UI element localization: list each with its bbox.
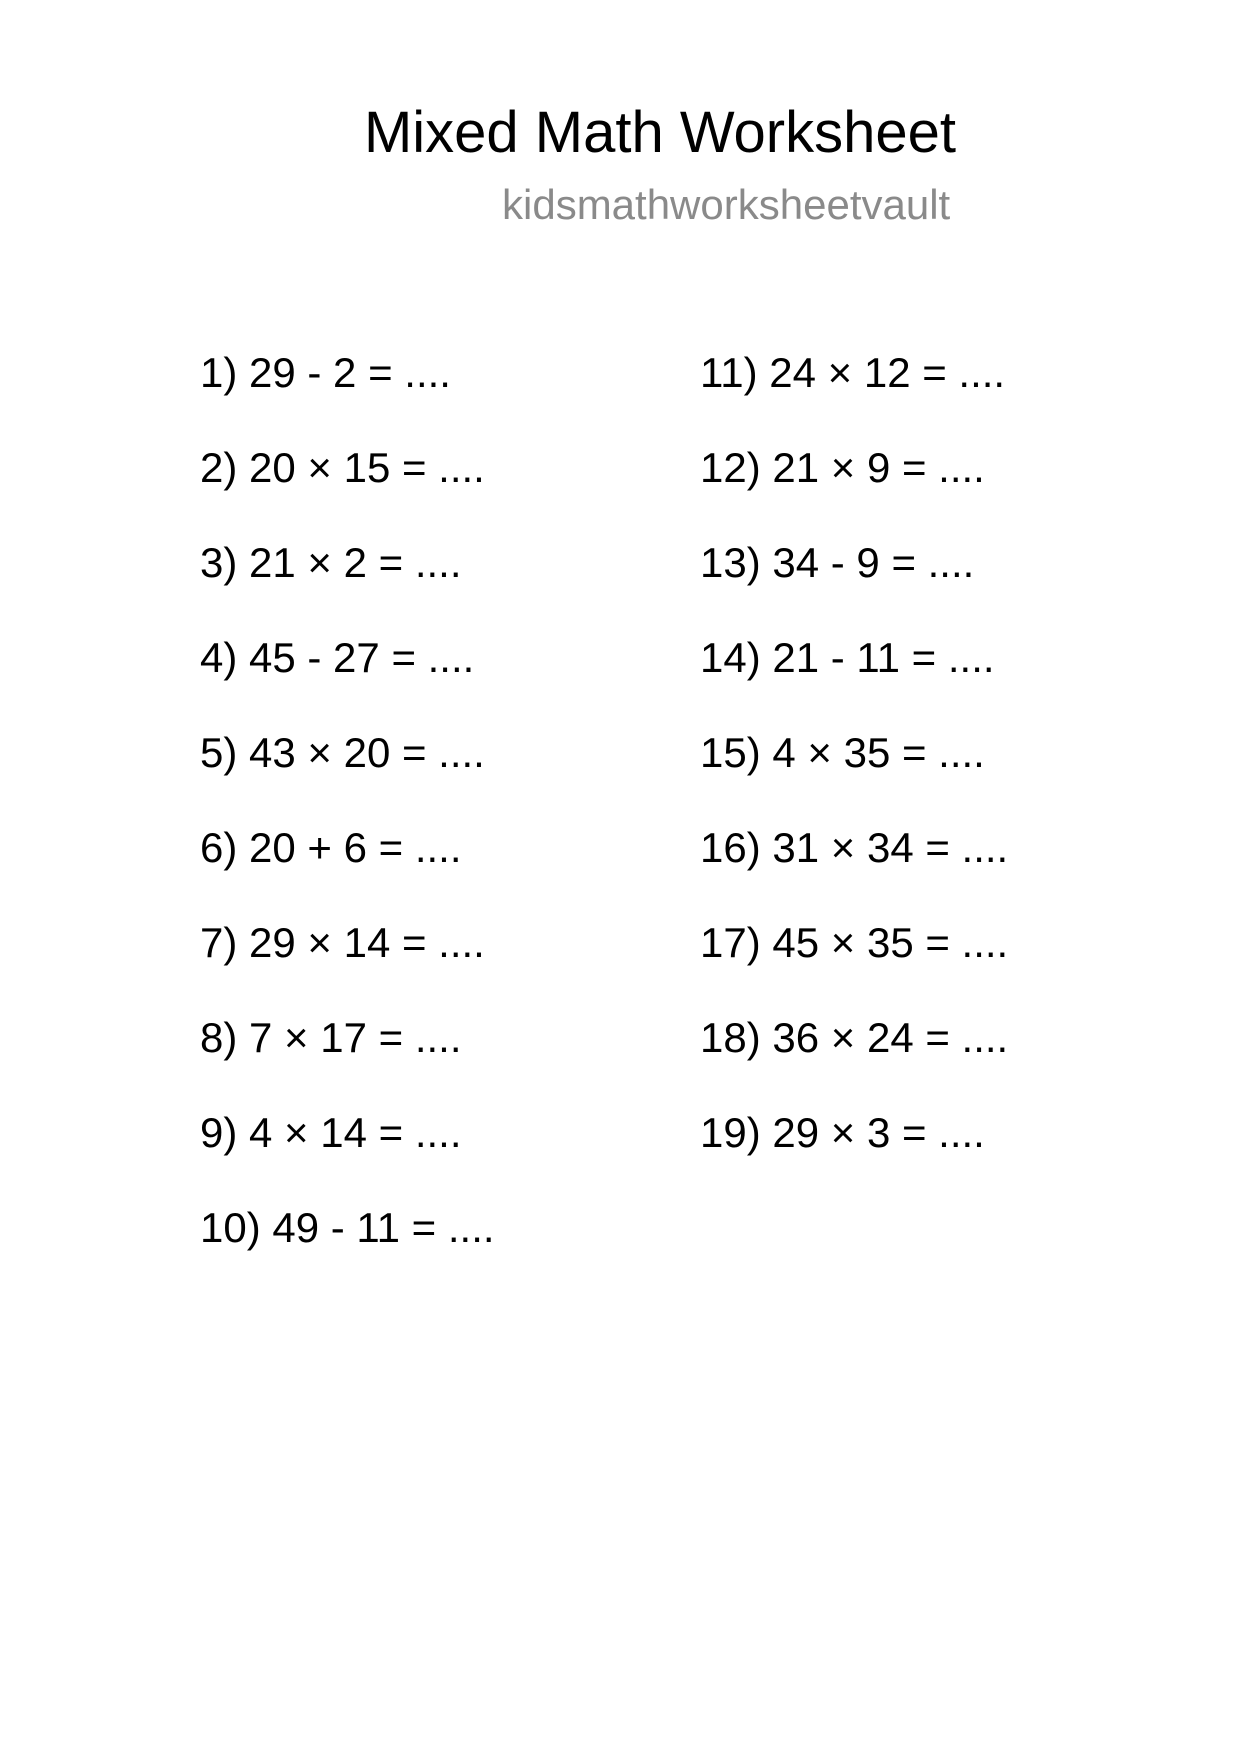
problem-item: 14) 21 - 11 = .... — [700, 634, 995, 681]
problem-item: 8) 7 × 17 = .... — [200, 1014, 462, 1061]
problem-item: 18) 36 × 24 = .... — [700, 1014, 1009, 1061]
problem-item: 1) 29 - 2 = .... — [200, 349, 451, 396]
worksheet-source: kidsmathworksheetvault — [502, 181, 951, 228]
problem-item: 13) 34 - 9 = .... — [700, 539, 975, 586]
problem-item: 19) 29 × 3 = .... — [700, 1109, 985, 1156]
worksheet-title: Mixed Math Worksheet — [363, 100, 957, 165]
problem-item: 9) 4 × 14 = .... — [200, 1109, 462, 1156]
problem-item: 7) 29 × 14 = .... — [200, 919, 485, 966]
problem-item: 11) 24 × 12 = .... — [700, 349, 1006, 396]
problem-item: 4) 45 - 27 = .... — [200, 634, 475, 681]
problem-item: 3) 21 × 2 = .... — [200, 539, 462, 586]
problem-item: 10) 49 - 11 = .... — [200, 1204, 495, 1251]
problem-column-left — [200, 348, 495, 1298]
problem-column-right — [700, 348, 1008, 1203]
problem-item: 15) 4 × 35 = .... — [700, 729, 985, 776]
problem-item: 6) 20 + 6 = .... — [200, 824, 462, 871]
problem-item: 2) 20 × 15 = .... — [200, 444, 485, 491]
problem-item: 12) 21 × 9 = .... — [700, 444, 985, 491]
problem-item: 5) 43 × 20 = .... — [200, 729, 485, 776]
problem-item: 16) 31 × 34 = .... — [700, 824, 1009, 871]
problem-item: 17) 45 × 35 = .... — [700, 919, 1009, 966]
